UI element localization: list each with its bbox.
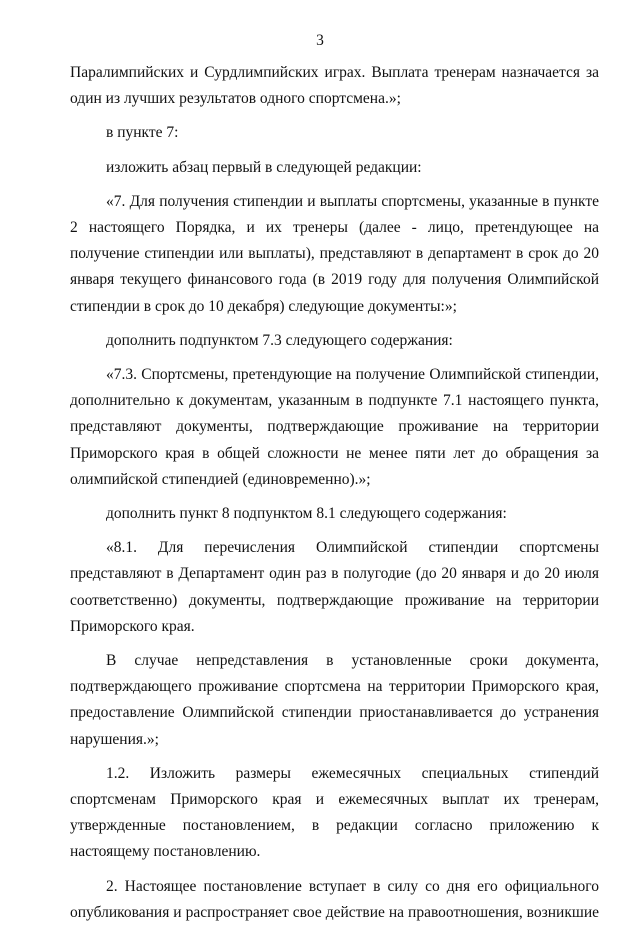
paragraph-point-7-3-text: «7.3. Спортсмены, претендующие на получение Олимпийской стипендии, дополнительно к документам, указанным в подпункте 7.1 настоящего пункта, представляют документы, подтверждающие проживание на территории Приморского края в общей сложности не менее пяти лет до обращения за олимпийской стипендией (единовременно).»; bbox=[70, 366, 599, 488]
paragraph-point-1-2: 1.2. Изложить размеры ежемесячных специальных стипендий спортсменам Приморского края и ежемесячных выплат их тренерам, утвержденные постановлением, в редакции согласно приложению к настоящему постановлению. bbox=[70, 764, 599, 861]
paragraph-point-7-intro: в пункте 7: bbox=[106, 124, 179, 142]
paragraph-point-8-1-text: «8.1. Для перечисления Олимпийской стипендии спортсмены представляют в Департамент один раз в полугодие (до 20 января и до 20 июля соответственно) документы, подтверждающие проживание на территории Приморского края. bbox=[70, 539, 599, 635]
paragraph-non-submission: В случае непредставления в установленные сроки документа, подтверждающего проживание спортсмена на территории Приморского края, предоставление Олимпийской стипендии приостанавливается до устранения нарушения.»; bbox=[70, 652, 599, 748]
paragraph-add-7-3: дополнить подпунктом 7.3 следующего содержания: bbox=[106, 331, 453, 349]
document-body bbox=[70, 60, 599, 934]
paragraph-continuation: Паралимпийских и Сурдлимпийских играх. Выплата тренерам назначается за один из лучших результатов одного спортсмена.»; bbox=[70, 64, 599, 108]
paragraph-point-7-text: «7. Для получения стипендии и выплаты спортсмены, указанные в пункте 2 настоящего Порядка, и их тренеры (далее - лицо, претендующее на получение стипендии или выплаты), представляют в департамент в срок до 20 января текущего финансового года (в 2019 году для получения Олимпийской стипендии в срок до 10 декабря) следующие документы:»; bbox=[70, 192, 599, 315]
paragraph-point-2: 2. Настоящее постановление вступает в силу со дня его официального опубликования и распространяет свое действие на правоотношения, возникшие bbox=[70, 877, 599, 921]
paragraph-add-8-1: дополнить пункт 8 подпунктом 8.1 следующего содержания: bbox=[106, 505, 507, 523]
paragraph-first-indent-edit: изложить абзац первый в следующей редакции: bbox=[106, 158, 422, 176]
page-number: 3 bbox=[316, 32, 324, 49]
